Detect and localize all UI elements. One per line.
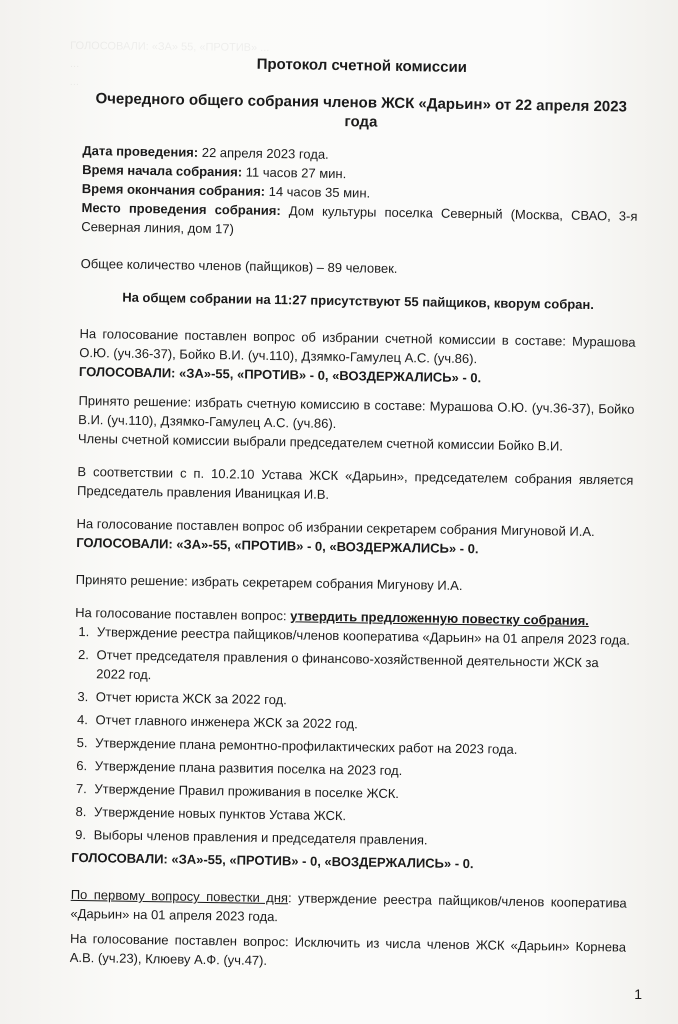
chairman-statement: В соответствии с п. 10.2.10 Устава ЖСК «Дарьин», председателем собрания является Председатель правления Иваницкая И.В. <box>76 463 634 502</box>
document-body <box>70 52 640 976</box>
bleed-through-text: ГОЛОСОВАЛИ: «ЗА» 55, «ПРОТИВ» ... ... ... <box>69 39 270 89</box>
meeting-end-time: Время окончания собрания: 14 часов 35 мин. <box>81 180 371 201</box>
agenda-item: 5. Утверждение плана ремонтно-профилактических работ на 2023 года. <box>91 733 629 760</box>
agenda-item: 2. Отчет председателя правления о финансово-хозяйственной деятельности ЖСК за 2022 год. <box>92 645 631 691</box>
vote1-result: ГОЛОСОВАЛИ: «ЗА»-55, «ПРОТИВ» - 0, «ВОЗДЕРЖАЛИСЬ» - 0. <box>78 363 482 386</box>
page-number: 1 <box>634 986 642 1002</box>
page-title: Протокол счетной комиссии <box>256 55 468 77</box>
agenda-item: 3. Отчет юриста ЖСК за 2022 год. <box>92 687 630 714</box>
meeting-start-time: Время начала собрания: 11 часов 27 мин. <box>82 161 347 182</box>
vote1-chair: Члены счетной комиссии выбрали председателем счетной комиссии Бойко В.И. <box>77 430 564 454</box>
quorum-statement: На общем собрании на 11:27 присутствуют 55 пайщиков, кворум собран. <box>122 289 595 313</box>
agenda-item: 8. Утверждение новых пунктов Устава ЖСК. <box>90 802 628 829</box>
vote1-question: На голосование поставлен вопрос об избрании счетной комиссии в составе: Мурашова О.Ю. (уч.36-37), Бойко В.И. (уч.110), Дзямко-Гамулец А.С. (уч.86). <box>79 325 636 367</box>
q1-heading: По первому вопросу повестки дня: утверждение реестра пайщиков/членов кооператива «Дарьин» на 01 апреля 2023 года. <box>70 886 627 925</box>
page-subtitle: Очередного общего собрания членов ЖСК «Дарьин» от 22 апреля 2023 года <box>95 90 628 131</box>
agenda-item: 7. Утверждение Правил проживания в поселке ЖСК. <box>90 779 628 806</box>
agenda-item: 1. Утверждение реестра пайщиков/членов кооператива «Дарьин» на 01 апреля 2023 года. <box>93 622 631 649</box>
meeting-date: Дата проведения: 22 апреля 2023 года. <box>82 142 329 162</box>
vote1-decision: Принято решение: избрать счетную комиссию в составе: Мурашова О.Ю. (уч.36-37), Бойко В.И. (уч.110), Дзямко-Гамулец А.С. (уч.86). <box>78 392 635 432</box>
vote2-question: На голосование поставлен вопрос об избрании секретарем собрания Мигуновой И.А. <box>76 515 595 540</box>
agenda-intro: На голосование поставлен вопрос: утвердить предложенную повестку собрания. <box>75 604 589 628</box>
meeting-place: Место проведения собрания: Дом культуры поселка Северный (Москва, СВАО, 3-я Северная линия, дом 17) <box>81 199 638 237</box>
total-members: Общее количество членов (пайщиков) – 89 человек. <box>80 255 398 276</box>
agenda-item: 4. Отчет главного инженера ЖСК за 2022 год. <box>91 710 629 737</box>
agenda-item: 9. Выборы членов правления и председателя правления. <box>90 825 628 852</box>
vote2-decision: Принято решение: избрать секретарем собрания Мигунову И.А. <box>75 571 463 594</box>
agenda-result: ГОЛОСОВАЛИ: «ЗА»-55, «ПРОТИВ» - 0, «ВОЗДЕРЖАЛИСЬ» - 0. <box>71 849 474 872</box>
agenda-list <box>72 622 631 853</box>
agenda-item: 6. Утверждение плана развития поселка на 2023 год. <box>91 756 629 783</box>
q1-question: На голосование поставлен вопрос: Исключить из числа членов ЖСК «Дарьин» Корнева А.В. (уч.23), Клюеву А.Ф. (уч.47). <box>69 930 627 968</box>
vote2-result: ГОЛОСОВАЛИ: «ЗА»-55, «ПРОТИВ» - 0, «ВОЗДЕРЖАЛИСЬ» - 0. <box>76 534 479 557</box>
